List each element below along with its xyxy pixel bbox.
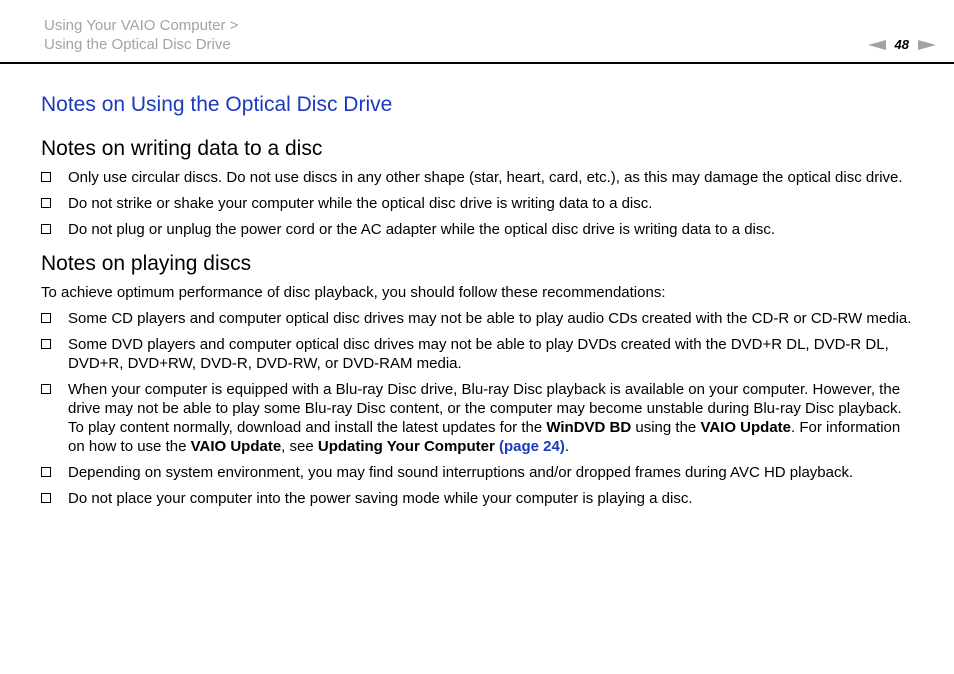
checkbox-bullet-icon xyxy=(41,339,51,349)
bluray-text-2: using the xyxy=(631,419,701,436)
page-24-link[interactable]: (page 24) xyxy=(498,438,565,455)
windvd-bd-label: WinDVD BD xyxy=(546,419,632,436)
list-item xyxy=(41,309,913,328)
list-item xyxy=(41,335,913,373)
list-item-text: Do not plug or unplug the power cord or the AC adapter while the optical disc drive is writing data to a disc. xyxy=(68,221,776,238)
playing-list xyxy=(41,309,913,508)
list-item-text: Some CD players and computer optical disc drives may not be able to play audio CDs created with the CD-R or CD-RW media. xyxy=(68,310,912,327)
checkbox-bullet-icon xyxy=(41,313,51,323)
page-number: 48 xyxy=(894,37,909,52)
list-item-text: Only use circular discs. Do not use discs in any other shape (star, heart, card, etc.), as this may damage the optical disc drive. xyxy=(68,169,903,186)
list-item-text: Do not place your computer into the power saving mode while your computer is playing a disc. xyxy=(68,490,693,507)
list-item xyxy=(41,194,913,213)
bluray-text-3: . For information on how to use the xyxy=(68,419,901,455)
breadcrumb xyxy=(44,16,238,54)
vaio-update-label: VAIO Update xyxy=(190,438,282,455)
section-title: Notes on Using the Optical Disc Drive xyxy=(41,93,393,116)
vaio-update-label: VAIO Update xyxy=(700,419,792,436)
bluray-text-1: When your computer is equipped with a Blu-ray Disc drive, Blu-ray Disc playback is available on your computer. However, the drive may not be able to play some Blu-ray Disc content, or the computer may become unstable during Blu-ray Disc playback. To play content normally, download and install the latest updates for the xyxy=(68,381,902,436)
checkbox-bullet-icon xyxy=(41,467,51,477)
list-item-text-bluray xyxy=(68,381,902,455)
list-item xyxy=(41,489,913,508)
checkbox-bullet-icon xyxy=(41,493,51,503)
bluray-text-4: , see xyxy=(281,438,318,455)
breadcrumb-line-1: Using Your VAIO Computer > xyxy=(44,17,239,34)
list-item xyxy=(41,168,913,187)
page-navigation xyxy=(868,37,936,52)
bluray-text-end: . xyxy=(564,438,570,455)
checkbox-bullet-icon xyxy=(41,224,51,234)
previous-page-arrow-icon[interactable] xyxy=(868,40,886,50)
checkbox-bullet-icon xyxy=(41,384,51,394)
checkbox-bullet-icon xyxy=(41,172,51,182)
next-page-arrow-icon[interactable] xyxy=(918,40,936,50)
header-divider xyxy=(0,62,954,64)
updating-your-computer-label: Updating Your Computer xyxy=(317,438,495,455)
playing-heading: Notes on playing discs xyxy=(41,252,252,275)
writing-heading: Notes on writing data to a disc xyxy=(41,137,323,160)
list-item xyxy=(41,380,913,456)
checkbox-bullet-icon xyxy=(41,198,51,208)
list-item-text: Do not strike or shake your computer while the optical disc drive is writing data to a disc. xyxy=(68,195,653,212)
list-item-text: Depending on system environment, you may find sound interruptions and/or dropped frames during AVC HD playback. xyxy=(68,464,854,481)
list-item xyxy=(41,220,913,239)
playing-intro: To achieve optimum performance of disc playback, you should follow these recommendations: xyxy=(41,284,666,301)
main-content xyxy=(41,91,913,515)
list-item xyxy=(41,463,913,482)
list-item-text: Some DVD players and computer optical disc drives may not be able to play DVDs created with the DVD+R DL, DVD-R DL, DVD+R, DVD+RW, DVD-R, DVD-RW, or DVD-RAM media. xyxy=(68,336,889,372)
breadcrumb-line-2: Using the Optical Disc Drive xyxy=(44,36,231,53)
writing-list xyxy=(41,168,913,239)
